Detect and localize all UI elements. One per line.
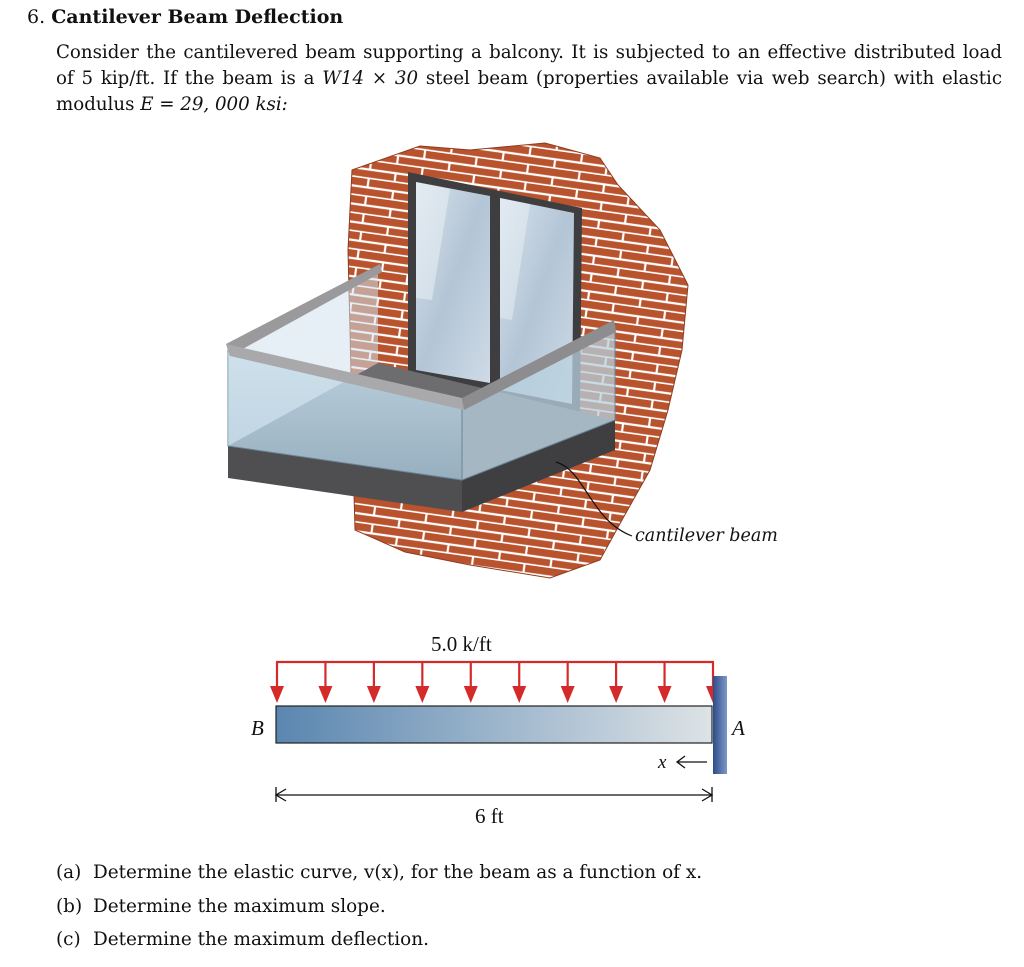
length-label: 6 ft xyxy=(475,804,504,828)
part-a-text: Determine the elastic curve, v(x), for the beam as a function of x. xyxy=(93,862,703,883)
load-label: 5.0 k/ft xyxy=(431,632,492,656)
part-b xyxy=(56,896,702,930)
dimension-line xyxy=(276,787,712,802)
load-arrow xyxy=(512,662,526,703)
load-arrow xyxy=(318,662,332,703)
problem-title-text: Cantilever Beam Deflection xyxy=(51,6,344,28)
problem-number: 6. xyxy=(27,6,46,28)
x-arrow xyxy=(677,756,707,768)
statement-text-1: Consider the cantilevered beam supporting a balcony. It is subjected to an effective distributed load of 5 kip/ft. If the beam is a xyxy=(56,42,1002,89)
beam-diagram xyxy=(251,632,745,828)
load-arrow xyxy=(609,662,623,703)
fixed-wall xyxy=(713,676,727,774)
statement-text-2: steel beam (properties available via web search) with elastic modulus xyxy=(56,68,1003,115)
part-b-text: Determine the maximum slope. xyxy=(93,895,386,917)
point-b-label: B xyxy=(251,716,264,740)
part-a-label: (a) xyxy=(56,862,82,883)
x-coordinate-label: x xyxy=(658,752,667,773)
question-parts xyxy=(56,862,702,963)
modulus-expression: E = 29, 000 ksi: xyxy=(140,94,288,115)
point-a-label: A xyxy=(732,716,745,740)
load-arrow xyxy=(367,662,381,703)
load-arrows xyxy=(270,662,720,703)
part-c xyxy=(56,929,702,963)
beam xyxy=(276,706,712,743)
part-c-text: Determine the maximum deflection. xyxy=(93,929,429,950)
beam-designation: W14 × 30 xyxy=(322,68,419,89)
load-arrow xyxy=(658,662,672,703)
load-arrow xyxy=(270,662,284,703)
part-a xyxy=(56,862,702,896)
callout-label: cantilever beam xyxy=(635,526,778,546)
part-b-label: (b) xyxy=(56,895,83,917)
balcony-illustration xyxy=(226,143,778,578)
part-c-label: (c) xyxy=(56,929,81,950)
load-arrow xyxy=(561,662,575,703)
load-arrow xyxy=(415,662,429,703)
load-arrow xyxy=(464,662,478,703)
